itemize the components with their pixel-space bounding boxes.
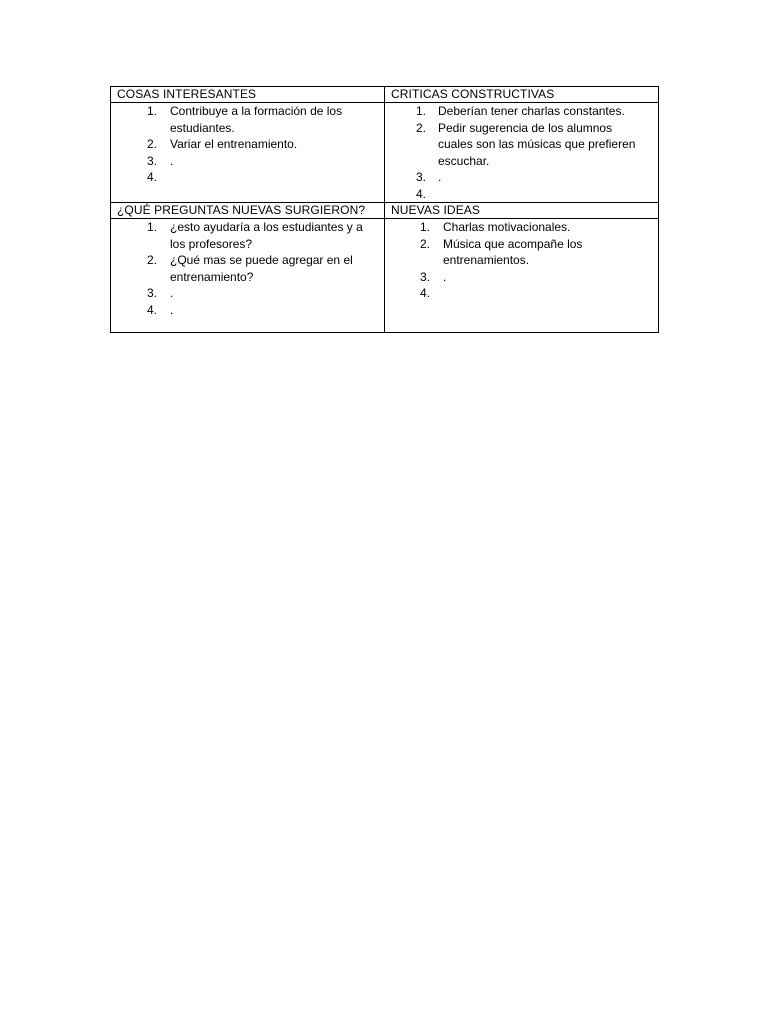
list-item-number: 1. (419, 220, 430, 234)
list-item-text: Contribuye a la formación de los estudiantes. (170, 104, 343, 135)
list-item-text: Charlas motivacionales. (443, 220, 571, 234)
table-body-row-top (111, 103, 659, 203)
header-criticas-constructivas: CRITICAS CONSTRUCTIVAS (385, 87, 659, 103)
list-item-number: 4. (146, 170, 157, 184)
cell-preguntas-nuevas (111, 219, 385, 333)
cell-criticas-constructivas (385, 103, 659, 203)
list-item-number: 2. (146, 137, 157, 151)
list-item (117, 285, 378, 302)
list-item-number: 2. (415, 120, 426, 135)
table-header-row-bottom (111, 203, 659, 219)
header-cosas-interesantes: COSAS INTERESANTES (111, 87, 385, 103)
list-item-text: . (443, 269, 447, 284)
list-item (117, 302, 378, 319)
list-item-text: ¿Qué mas se puede agregar en el entrenamiento? (170, 253, 353, 284)
list-item-number: 3. (415, 170, 426, 184)
list-item-number: 2. (146, 253, 157, 267)
list-nuevas-ideas (391, 219, 652, 302)
header-nuevas-ideas: NUEVAS IDEAS (385, 203, 659, 219)
list-item (117, 153, 378, 170)
list-item-number: 4. (415, 186, 426, 201)
list-item (391, 236, 652, 269)
list-item-text: . (170, 302, 174, 317)
list-cosas-interesantes (117, 103, 378, 186)
list-item-number: 1. (146, 104, 157, 118)
list-item-number: 1. (415, 104, 426, 118)
list-item (391, 186, 652, 203)
list-item-number: 4. (419, 286, 430, 300)
table-body-row-bottom (111, 219, 659, 333)
list-item-text: . (438, 170, 442, 184)
list-item-text: . (170, 153, 174, 168)
cell-cosas-interesantes (111, 103, 385, 203)
list-item (391, 169, 652, 186)
cell-nuevas-ideas (385, 219, 659, 333)
list-item (117, 103, 378, 136)
list-item-number: 3. (146, 153, 157, 168)
list-item (117, 252, 378, 285)
list-preguntas-nuevas (117, 219, 378, 318)
list-item-text: Deberían tener charlas constantes. (438, 104, 625, 118)
header-preguntas-nuevas: ¿QUÉ PREGUNTAS NUEVAS SURGIERON? (111, 203, 385, 219)
list-item-number: 3. (419, 269, 430, 284)
list-item (391, 219, 652, 236)
list-item-number: 2. (419, 236, 430, 251)
list-item (391, 285, 652, 302)
list-item (391, 103, 652, 120)
list-item-number: 1. (146, 220, 157, 234)
list-item (391, 269, 652, 286)
list-criticas-constructivas (391, 103, 652, 202)
list-item-text: Música que acompañe los entrenamientos. (443, 236, 583, 267)
list-item-text: . (170, 286, 174, 300)
list-item (117, 169, 378, 186)
list-item-number: 3. (146, 286, 157, 300)
list-item-number: 4. (146, 302, 157, 317)
list-item (391, 120, 652, 170)
list-item (117, 136, 378, 153)
reflection-table (110, 86, 659, 333)
list-item-text: ¿esto ayudaría a los estudiantes y a los profesores? (170, 220, 363, 251)
list-item (117, 219, 378, 252)
list-item-text: Pedir sugerencia de los alumnos cuales son las músicas que prefieren escuchar. (438, 120, 636, 168)
table-header-row-top (111, 87, 659, 103)
list-item-text: Variar el entrenamiento. (170, 137, 298, 151)
